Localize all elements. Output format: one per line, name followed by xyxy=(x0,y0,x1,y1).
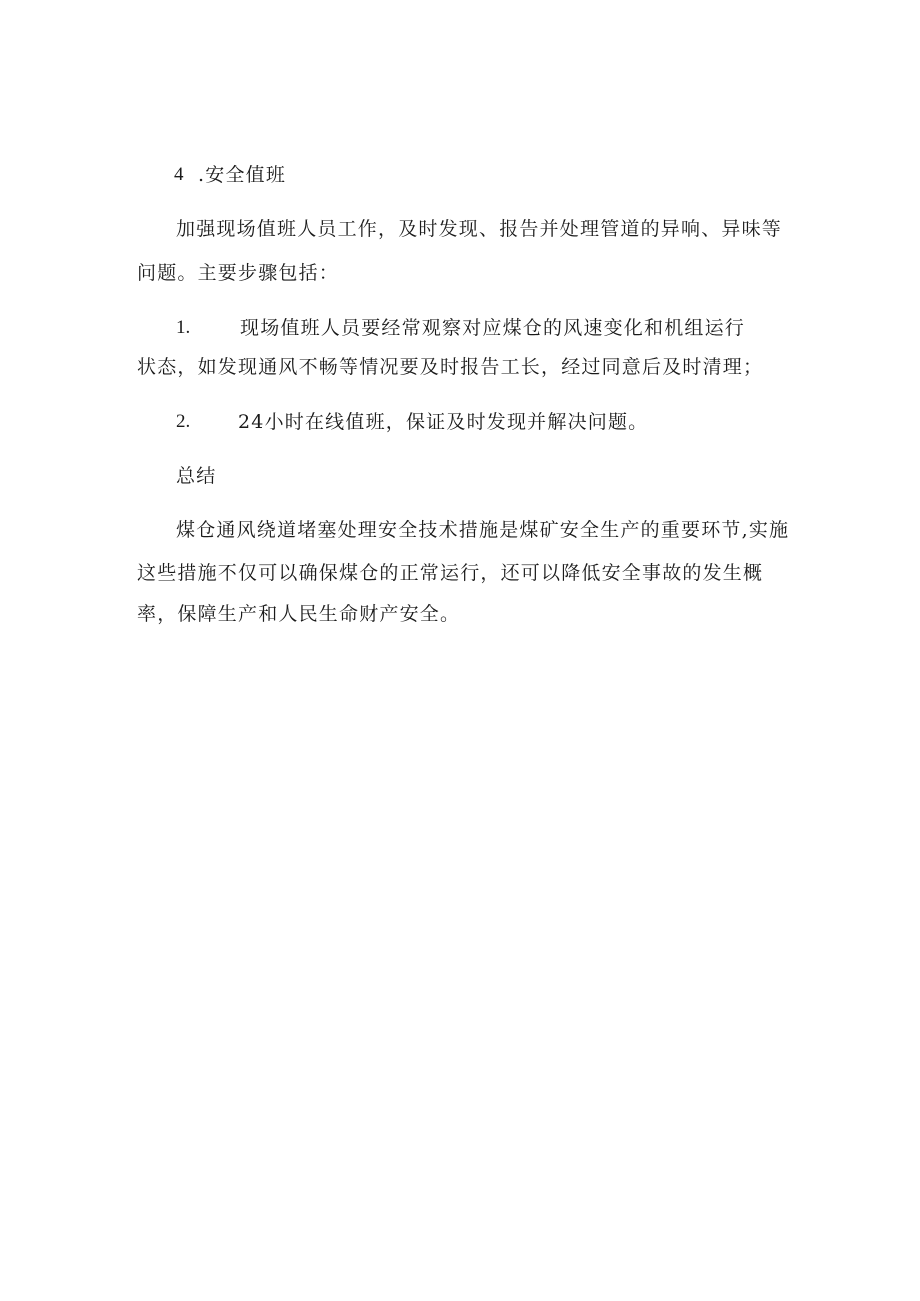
section-title: .安全值班 xyxy=(198,164,287,186)
summary-paragraph-line-1: 煤仓通风绕道堵塞处理安全技术措施是煤矿安全生产的重要环节,实施 xyxy=(176,519,790,541)
summary-paragraph-line-2: 这些措施不仅可以确保煤仓的正常运行，还可以降低安全事故的发生概 xyxy=(137,562,764,584)
summary-paragraph-line-3: 率，保障生产和人民生命财产安全。 xyxy=(137,603,461,625)
list-item-1-line-2: 状态，如发现通风不畅等情况要及时报告工长，经过同意后及时清理； xyxy=(137,356,764,378)
list-item-2-line-1: 24小时在线值班，保证及时发现并解决问题。 xyxy=(238,411,649,433)
summary-heading: 总结 xyxy=(176,465,217,487)
list-item-1-line-1: 现场值班人员要经常观察对应煤仓的风速变化和机组运行 xyxy=(240,317,746,339)
intro-paragraph-line-1: 加强现场值班人员工作，及时发现、报告并处理管道的异响、异味等 xyxy=(176,218,783,240)
list-item-marker: 1. xyxy=(176,317,191,338)
intro-paragraph-line-2: 问题。主要步骤包括： xyxy=(137,262,340,284)
section-number: 4 xyxy=(174,164,184,185)
list-item-marker: 2. xyxy=(176,411,191,432)
